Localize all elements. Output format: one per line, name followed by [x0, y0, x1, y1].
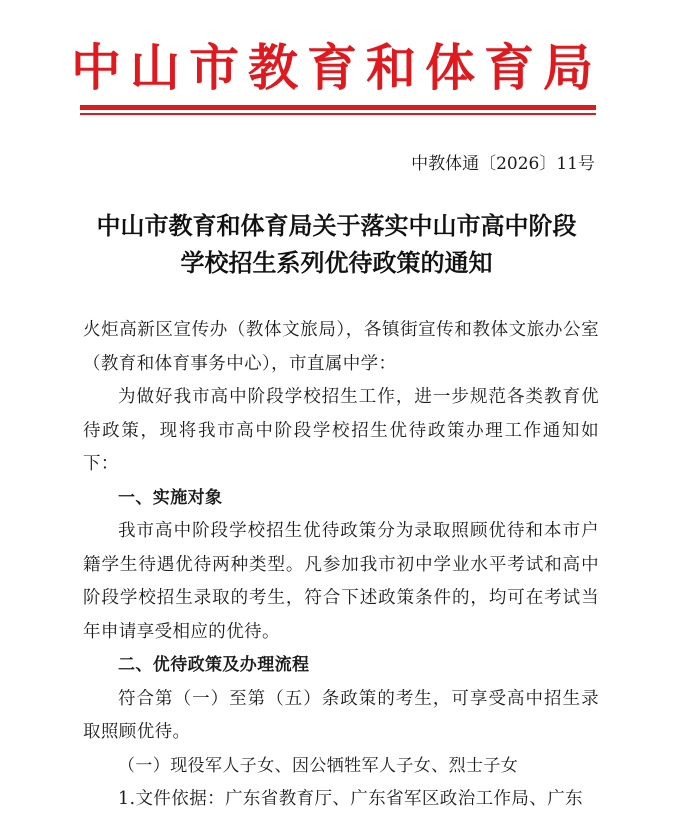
- letterhead-red-rule-thin: [80, 113, 596, 115]
- subsection-1-heading: （一）现役军人子女、因公牺牲军人子女、烈士子女: [118, 755, 519, 776]
- letterhead-red-rule-thick: [80, 105, 596, 110]
- section-2-paragraph: 符合第（一）至第（五）条政策的考生，可享受高中招生录取照顾优待。: [83, 688, 599, 742]
- document-title-line-1: 中山市教育和体育局关于落实中山市高中阶段: [96, 211, 577, 240]
- subsection-1-paragraph: 1.文件依据：广东省教育厅、广东省军区政治工作局、广东: [118, 789, 583, 809]
- document-body: [83, 314, 599, 817]
- section-1-heading: 一、实施对象: [118, 487, 223, 508]
- document-title: [40, 207, 633, 281]
- section-2-heading: 二、优待政策及办理流程: [118, 655, 310, 675]
- section-1-paragraph: 我市高中阶段学校招生优待政策分为录取照顾优待和本市户籍学生待遇优待两种类型。凡参加我市初中学业水平考试和高中阶段学校招生录取的考生，符合下述政策条件的，均可在考试当年申请享受相应的优待。: [83, 521, 599, 642]
- letterhead-title: 中山市教育和体育局: [71, 38, 602, 97]
- intro-paragraph: 为做好我市高中阶段学校招生工作，进一步规范各类教育优待政策，现将我市高中阶段学校招生优待政策办理工作通知如下：: [83, 387, 599, 474]
- document-number: 中教体通〔2026〕11号: [411, 154, 595, 174]
- addressee-paragraph: 火炬高新区宣传办（教体文旅局），各镇街宣传和教体文旅办公室（教育和体育事务中心），市直属中学：: [83, 320, 599, 374]
- document-title-line-2: 学校招生系列优待政策的通知: [180, 248, 493, 277]
